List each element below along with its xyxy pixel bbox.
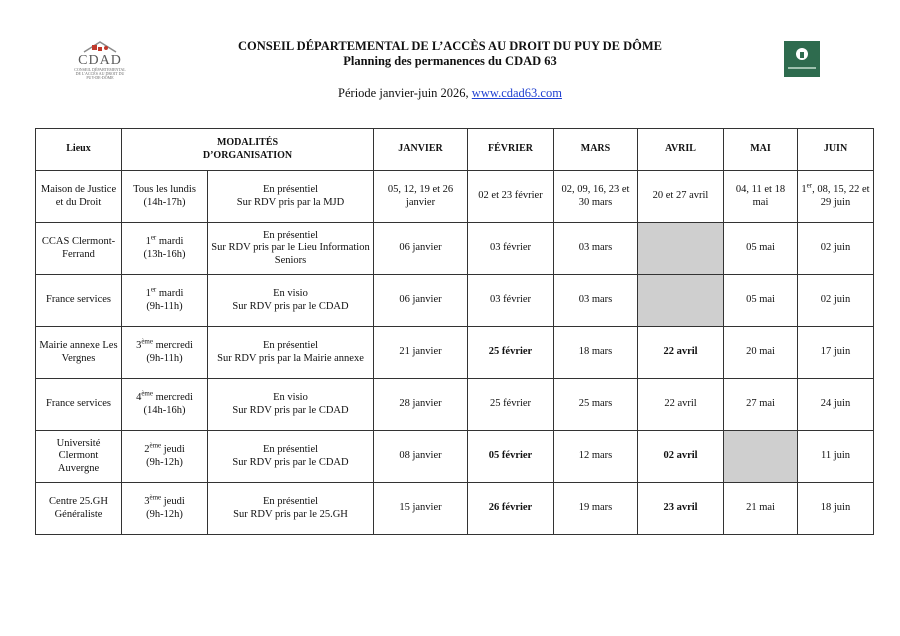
logo-subtitle: CONSEIL DÉPARTEMENTAL DE L'ACCÈS AU DROIT DU PUY-DE-DÔME: [74, 67, 126, 80]
cell-avril-empty: [638, 223, 724, 275]
cell-mars: 03 mars: [554, 223, 638, 275]
cell-avril: 23 avril: [638, 483, 724, 535]
website-link[interactable]: www.cdad63.com: [471, 86, 562, 100]
cell-lieu: Mairie annexe Les Vergnes: [36, 327, 122, 379]
cell-mars: 19 mars: [554, 483, 638, 535]
cell-lieu: Université Clermont Auvergne: [36, 431, 122, 483]
cell-juin: 02 juin: [798, 275, 874, 327]
cell-janvier: 05, 12, 19 et 26 janvier: [374, 171, 468, 223]
document-subtitle: Planning des permanences du CDAD 63: [343, 54, 557, 68]
cell-mars: 18 mars: [554, 327, 638, 379]
cell-jour: 2ème jeudi (9h-12h): [122, 431, 208, 483]
header-modalites: MODALITÉS D’ORGANISATION: [122, 129, 374, 171]
cell-mars: 02, 09, 16, 23 et 30 mars: [554, 171, 638, 223]
cell-modalite: En visio Sur RDV pris par le CDAD: [208, 379, 374, 431]
cell-janvier: 08 janvier: [374, 431, 468, 483]
cell-fevrier: 25 février: [468, 379, 554, 431]
table-header-row: [36, 129, 874, 171]
cell-jour: 3ème mercredi (9h-11h): [122, 327, 208, 379]
cell-jour: Tous les lundis (14h-17h): [122, 171, 208, 223]
cell-jour: 1er mardi (9h-11h): [122, 275, 208, 327]
cell-fevrier: 05 février: [468, 431, 554, 483]
cell-modalite: En présentiel Sur RDV pris par la MJD: [208, 171, 374, 223]
cdad-logo: [72, 40, 128, 90]
table-row: [36, 431, 874, 483]
cell-modalite: En présentiel Sur RDV pris par le 25.GH: [208, 483, 374, 535]
logo-text: CDAD: [78, 53, 122, 68]
cell-jour: 3ème jeudi (9h-12h): [122, 483, 208, 535]
cell-janvier: 21 janvier: [374, 327, 468, 379]
cell-lieu: Centre 25.GH Généraliste: [36, 483, 122, 535]
cell-fevrier: 25 février: [468, 327, 554, 379]
cell-fevrier: 26 février: [468, 483, 554, 535]
cell-janvier: 06 janvier: [374, 223, 468, 275]
cell-fevrier: 02 et 23 février: [468, 171, 554, 223]
table-row: [36, 223, 874, 275]
partner-logo-icon: [784, 41, 820, 77]
cell-mai: 05 mai: [724, 275, 798, 327]
cell-janvier: 28 janvier: [374, 379, 468, 431]
cell-lieu: France services: [36, 275, 122, 327]
cell-mai: 27 mai: [724, 379, 798, 431]
cell-juin: 02 juin: [798, 223, 874, 275]
cell-jour: 1er mardi (13h-16h): [122, 223, 208, 275]
document-header: [150, 38, 750, 69]
table-row: [36, 171, 874, 223]
cell-lieu: Maison de Justice et du Droit: [36, 171, 122, 223]
header-janvier: JANVIER: [374, 129, 468, 171]
cell-modalite: En visio Sur RDV pris par le CDAD: [208, 275, 374, 327]
cell-mai: 21 mai: [724, 483, 798, 535]
header-juin: JUIN: [798, 129, 874, 171]
cell-mai-empty: [724, 431, 798, 483]
table-row: [36, 379, 874, 431]
cell-janvier: 15 janvier: [374, 483, 468, 535]
cell-mai: 05 mai: [724, 223, 798, 275]
table-row: [36, 327, 874, 379]
cell-juin: 1er, 08, 15, 22 et 29 juin: [798, 171, 874, 223]
document-title: CONSEIL DÉPARTEMENTAL DE L’ACCÈS AU DROIT DU PUY DE DÔME: [237, 39, 663, 53]
cell-modalite: En présentiel Sur RDV pris par le Lieu Information Seniors: [208, 223, 374, 275]
header-lieux: Lieux: [36, 129, 122, 171]
cell-mars: 03 mars: [554, 275, 638, 327]
cell-mars: 25 mars: [554, 379, 638, 431]
cell-avril: 20 et 27 avril: [638, 171, 724, 223]
header-mai: MAI: [724, 129, 798, 171]
cell-modalite: En présentiel Sur RDV pris par le CDAD: [208, 431, 374, 483]
cell-mai: 20 mai: [724, 327, 798, 379]
header-avril: AVRIL: [638, 129, 724, 171]
cell-juin: 24 juin: [798, 379, 874, 431]
cell-modalite: En présentiel Sur RDV pris par la Mairie annexe: [208, 327, 374, 379]
header-mars: MARS: [554, 129, 638, 171]
table-row: [36, 483, 874, 535]
cell-avril: 02 avril: [638, 431, 724, 483]
cell-juin: 17 juin: [798, 327, 874, 379]
cell-juin: 18 juin: [798, 483, 874, 535]
cell-fevrier: 03 février: [468, 275, 554, 327]
cell-jour: 4ème mercredi (14h-16h): [122, 379, 208, 431]
header-fevrier: FÉVRIER: [468, 129, 554, 171]
cell-avril: 22 avril: [638, 327, 724, 379]
cell-juin: 11 juin: [798, 431, 874, 483]
cell-lieu: France services: [36, 379, 122, 431]
cell-mai: 04, 11 et 18 mai: [724, 171, 798, 223]
cell-avril: 22 avril: [638, 379, 724, 431]
cell-avril-empty: [638, 275, 724, 327]
cell-mars: 12 mars: [554, 431, 638, 483]
table-row: [36, 275, 874, 327]
period-text: Période janvier-juin 2026,: [338, 86, 472, 100]
cell-fevrier: 03 février: [468, 223, 554, 275]
period-line: [150, 86, 750, 101]
cell-lieu: CCAS Clermont-Ferrand: [36, 223, 122, 275]
cell-janvier: 06 janvier: [374, 275, 468, 327]
schedule-table: [35, 128, 874, 535]
